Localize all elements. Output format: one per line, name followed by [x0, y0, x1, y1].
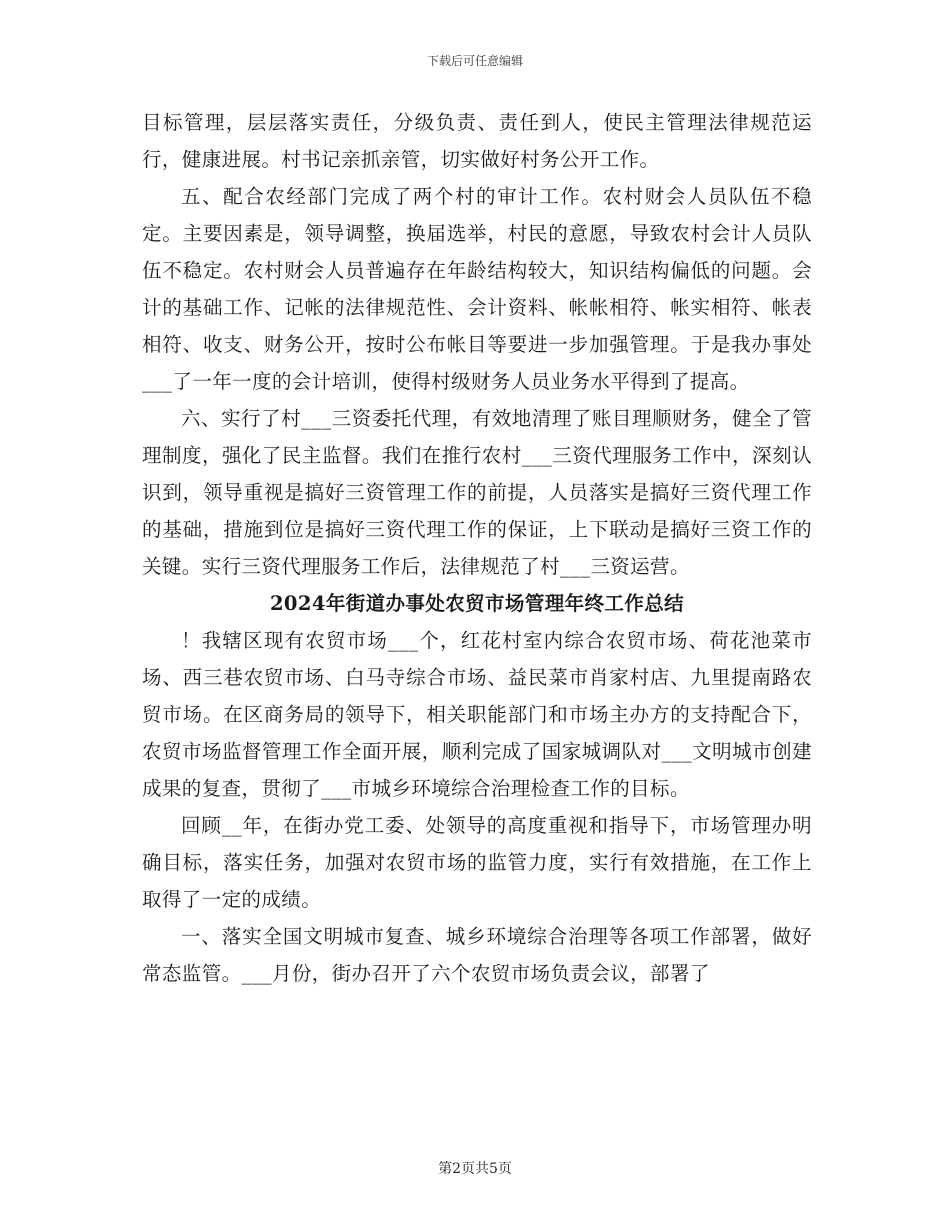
section-title: 2024年街道办事处农贸市场管理年终工作总结 — [269, 592, 685, 615]
paragraph-review: 回顾__年，在街办党工委、处领导的高度重视和指导下，市场管理办明确目标，落实任务，加强对农贸市场的监管力度，实行有效措施，在工作上取得了一定的成绩。 — [142, 814, 812, 911]
paragraph-audit: 五、配合农经部门完成了两个村的审计工作。农村财会人员队伍不稳定。主要因素是，领导调整，换届选举，村民的意愿，导致农村会计人员队伍不稳定。农村财会人员普遍存在年龄结构较大，知识结构偏低的问题。会计的基础工作、记帐的法律规范性、会计资料、帐帐相符、帐实相符、帐表相符、收支、财务公开，按时公布帐目等要进一步加强管理。于是我办事处___了一年一度的会计培训，使得村级财务人员业务水平得到了提高。 — [142, 185, 812, 393]
paragraph-continuation: 目标管理，层层落实责任，分级负责、责任到人，使民主管理法律规范运行，健康进展。村书记亲抓亲管，切实做好村务公开工作。 — [142, 111, 812, 171]
paragraph-markets-overview: ！我辖区现有农贸市场___个，红花村室内综合农贸市场、荷花池菜市场、西三巷农贸市场、白马寺综合市场、益民菜市肖家村店、九里提南路农贸市场。在区商务局的领导下，相关职能部门和市场主办方的支持配合下，农贸市场监督管理工作全面开展，顺利完成了国家城调队对___文明城市创建成果的复查，贯彻了___市城乡环境综合治理检查工作的目标。 — [142, 629, 812, 800]
header-note: 下载后可任意编辑 — [426, 54, 523, 68]
page-indicator: 第2页共5页 — [438, 1161, 512, 1177]
paragraph-item-one: 一、落实全国文明城市复查、城乡环境综合治理等各项工作部署，做好常态监管。___月份，街办召开了六个农贸市场负责会议，部署了 — [142, 925, 812, 985]
paragraph-three-assets: 六、实行了村___三资委托代理，有效地清理了账目理顺财务，健全了管理制度，强化了民主监督。我们在推行农村___三资代理服务工作中，深刻认识到，领导重视是搞好三资管理工作的前提，人员落实是搞好三资代理工作的基础，措施到位是搞好三资代理工作的保证，上下联动是搞好三资工作的关键。实行三资代理服务工作后，法律规范了村___三资运营。 — [142, 407, 812, 578]
document-body — [142, 104, 812, 992]
